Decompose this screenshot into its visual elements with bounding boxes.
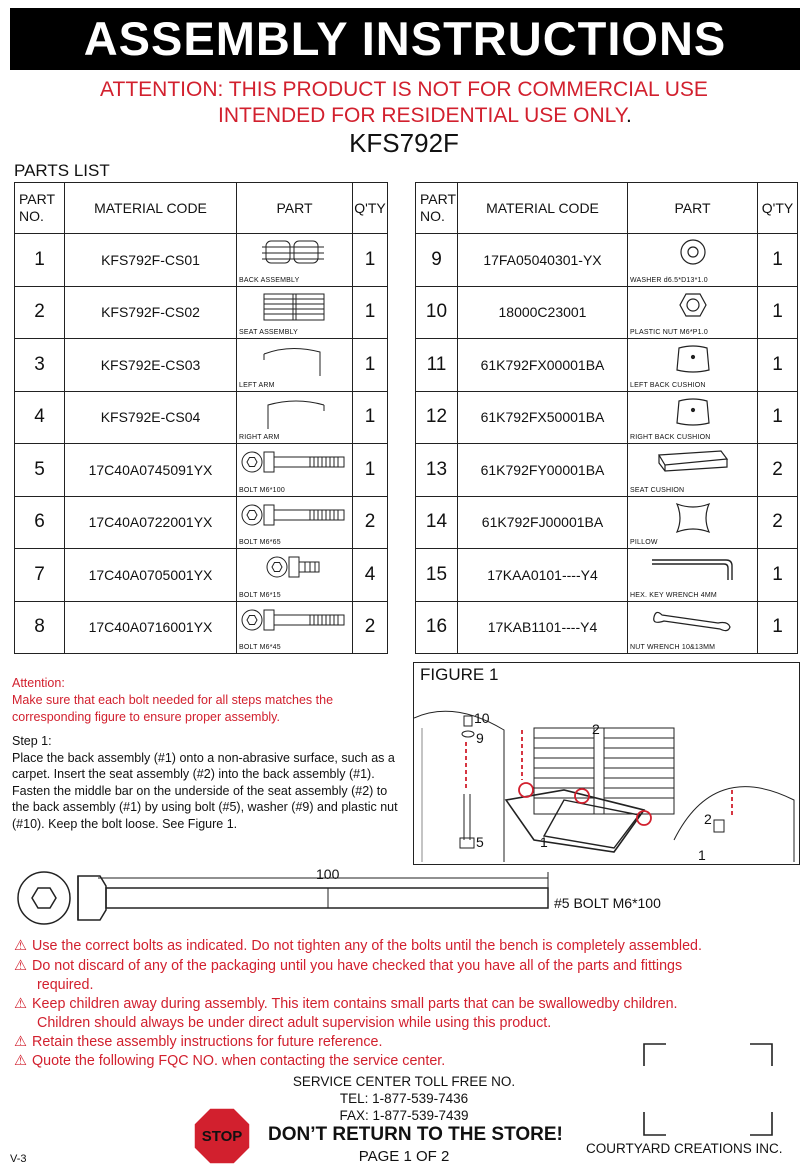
part-cell <box>628 391 758 444</box>
part-number: 2 <box>15 286 65 339</box>
service-tel: TEL: 1-877-539-7436 <box>339 1091 469 1106</box>
parts-table-right <box>415 182 798 654</box>
step-line: carpet. Insert the seat assembly (#2) into the back assembly (#1). <box>12 767 375 781</box>
seat-cushion-icon <box>653 447 733 480</box>
part-qty: 1 <box>758 234 798 287</box>
table-header <box>15 183 388 234</box>
attention-note <box>12 675 402 726</box>
warning-icon: ⚠ <box>14 958 27 974</box>
dont-return-notice: DON’T RETURN TO THE STORE! <box>268 1124 563 1145</box>
header-qty: Q'TY <box>758 183 798 234</box>
company-name: COURTYARD CREATIONS INC. <box>586 1141 783 1156</box>
table-row <box>15 549 388 602</box>
part-qty: 2 <box>353 496 388 549</box>
part-number: 12 <box>416 391 458 444</box>
part-name: NUT WRENCH 10&13MM <box>630 644 716 651</box>
back-assembly-icon <box>260 237 330 276</box>
attention-line2-text: INTENDED FOR RESIDENTIAL USE ONLY <box>218 104 627 127</box>
part-name: HEX. KEY WRENCH 4MM <box>630 591 717 599</box>
part-number: 8 <box>15 601 65 654</box>
part-cell <box>628 444 758 497</box>
part-qty: 1 <box>758 339 798 392</box>
table-row <box>15 444 388 497</box>
model-number: KFS792F <box>349 128 459 158</box>
parts-table-left <box>14 182 388 654</box>
part-number: 16 <box>416 601 458 654</box>
page-number: PAGE 1 OF 2 <box>358 1148 450 1165</box>
material-code: KFS792E-CS03 <box>65 339 237 392</box>
header-part-no: PART NO. <box>15 183 65 234</box>
callout-9: 9 <box>476 730 484 746</box>
detail-callout-1: 1 <box>698 847 706 862</box>
callout-10: 10 <box>474 710 490 726</box>
back-cushion-icon <box>673 395 713 434</box>
part-number: 7 <box>15 549 65 602</box>
step-line: Fasten the middle bar on the underside of the seat assembly (#2) to <box>12 783 388 798</box>
material-code: 61K792FX00001BA <box>458 339 628 392</box>
bolt-icon <box>240 500 350 535</box>
table-row <box>416 496 798 549</box>
attention-banner-line1: ATTENTION: THIS PRODUCT IS NOT FOR COMMERCIAL USE <box>100 78 708 101</box>
part-name: BACK ASSEMBLY <box>239 276 300 284</box>
attention-title: Attention: <box>12 676 65 690</box>
part-name: LEFT BACK CUSHION <box>630 381 706 389</box>
part-qty: 1 <box>353 444 388 497</box>
step-title: Step 1: <box>12 734 52 748</box>
table-row <box>15 286 388 339</box>
part-number: 13 <box>416 444 458 497</box>
table-row <box>416 444 798 497</box>
figure-1-illustration <box>414 690 798 862</box>
table-header <box>416 183 798 234</box>
table-row <box>15 496 388 549</box>
warning-2: ⚠ Do not discard of any of the packaging until you have checked that you have all of the parts and fittings <box>14 958 683 974</box>
material-code: KFS792E-CS04 <box>65 391 237 444</box>
warning-2-cont: required. <box>37 977 94 993</box>
part-cell <box>237 234 353 287</box>
page-title: ASSEMBLY INSTRUCTIONS <box>10 8 800 70</box>
step-line: the back assembly (#1) by using bolt (#5), washer (#9) and plastic nut <box>12 800 398 814</box>
parts-list-label: PARTS LIST <box>14 161 110 180</box>
part-qty: 1 <box>758 286 798 339</box>
part-qty: 1 <box>758 601 798 654</box>
part-cell <box>628 496 758 549</box>
part-name: PLASTIC NUT M6*P1.0 <box>630 329 708 336</box>
hex-key-icon <box>648 552 738 587</box>
material-code: 17C40A0705001YX <box>65 549 237 602</box>
attention-line2: corresponding figure to ensure proper assembly. <box>12 710 280 724</box>
bolt-length: 100 <box>316 866 340 882</box>
attention-line1: Make sure that each bolt needed for all steps matches the <box>12 693 334 707</box>
warning-icon: ⚠ <box>14 1034 27 1050</box>
part-qty: 2 <box>758 496 798 549</box>
nut-icon <box>678 290 708 325</box>
step-line: (#10). Keep the bolt loose. See Figure 1. <box>12 816 238 831</box>
part-cell <box>237 444 353 497</box>
part-number: 14 <box>416 496 458 549</box>
material-code: 17KAA0101----Y4 <box>458 549 628 602</box>
part-name: RIGHT ARM <box>239 434 280 441</box>
header-part-no: PART NO. <box>416 183 458 234</box>
warning-3-cont: Children should always be under direct adult supervision while using this product. <box>37 1015 552 1031</box>
part-qty: 1 <box>758 549 798 602</box>
part-qty: 1 <box>353 339 388 392</box>
part-name: BOLT M6*100 <box>239 486 285 494</box>
warning-icon: ⚠ <box>14 1053 27 1069</box>
warning-1: ⚠ Use the correct bolts as indicated. Do not tighten any of the bolts until the bench is completely assembled. <box>14 938 702 954</box>
part-cell <box>628 339 758 392</box>
material-code: 17C40A0722001YX <box>65 496 237 549</box>
step-1-instructions <box>12 733 408 832</box>
table-row <box>15 339 388 392</box>
version-label: V-3 <box>10 1153 27 1165</box>
material-code: 17C40A0745091YX <box>65 444 237 497</box>
part-name: BOLT M6*65 <box>239 539 281 546</box>
part-cell <box>237 339 353 392</box>
part-number: 3 <box>15 339 65 392</box>
warning-3: ⚠ Keep children away during assembly. This item contains small parts that can be swallowedby children. <box>14 996 678 1012</box>
material-code: KFS792F-CS02 <box>65 286 237 339</box>
callout-2: 2 <box>592 721 600 737</box>
part-cell <box>237 601 353 654</box>
part-number: 5 <box>15 444 65 497</box>
callout-5: 5 <box>476 834 484 850</box>
step-line: Place the back assembly (#1) onto a non-abrasive surface, such as a <box>12 750 395 765</box>
service-fax: FAX: 1-877-539-7439 <box>339 1108 469 1123</box>
part-qty: 2 <box>353 601 388 654</box>
table-row <box>15 391 388 444</box>
part-name: BOLT M6*45 <box>239 644 281 651</box>
part-number: 4 <box>15 391 65 444</box>
service-center <box>0 1073 808 1124</box>
part-cell <box>237 286 353 339</box>
part-name: PILLOW <box>630 539 658 546</box>
bolt-label: #5 BOLT M6*100 <box>554 895 661 911</box>
table-row <box>416 391 798 444</box>
bolt-short-icon <box>265 552 325 587</box>
part-cell <box>237 391 353 444</box>
back-cushion-icon <box>673 342 713 381</box>
part-name: SEAT CUSHION <box>630 486 685 494</box>
nut-wrench-icon <box>648 605 738 640</box>
part-name: SEAT ASSEMBLY <box>239 329 299 336</box>
warning-4: ⚠ Retain these assembly instructions for future reference. <box>14 1034 383 1050</box>
bolt-icon <box>240 447 350 482</box>
part-name: BOLT M6*15 <box>239 591 281 599</box>
warning-icon: ⚠ <box>14 996 27 1012</box>
part-number: 11 <box>416 339 458 392</box>
header-part: PART <box>237 183 353 234</box>
part-name: LEFT ARM <box>239 381 275 389</box>
table-row <box>416 339 798 392</box>
material-code: 61K792FY00001BA <box>458 444 628 497</box>
part-number: 6 <box>15 496 65 549</box>
header-material-code: MATERIAL CODE <box>65 183 237 234</box>
part-name: RIGHT BACK CUSHION <box>630 434 711 441</box>
part-number: 10 <box>416 286 458 339</box>
part-cell <box>628 234 758 287</box>
part-qty: 2 <box>758 444 798 497</box>
part-name: WASHER d6.5*D13*1.0 <box>630 276 708 284</box>
warning-icon: ⚠ <box>14 938 27 954</box>
header-material-code: MATERIAL CODE <box>458 183 628 234</box>
washer-icon <box>678 237 708 272</box>
pillow-icon <box>673 500 713 541</box>
service-title: SERVICE CENTER TOLL FREE NO. <box>292 1074 516 1089</box>
table-row <box>15 601 388 654</box>
part-cell <box>628 286 758 339</box>
part-qty: 1 <box>353 234 388 287</box>
part-cell <box>237 549 353 602</box>
table-row <box>416 601 798 654</box>
part-qty: 1 <box>353 391 388 444</box>
part-number: 9 <box>416 234 458 287</box>
stop-text: STOP <box>201 1128 243 1145</box>
bolt-m6x100-diagram <box>8 862 568 932</box>
part-number: 15 <box>416 549 458 602</box>
header-part: PART <box>628 183 758 234</box>
material-code: 17KAB1101----Y4 <box>458 601 628 654</box>
warning-5: ⚠ Quote the following FQC NO. when contacting the service center. <box>14 1053 446 1069</box>
part-cell <box>237 496 353 549</box>
material-code: 61K792FX50001BA <box>458 391 628 444</box>
material-code: 17FA05040301-YX <box>458 234 628 287</box>
right-arm-icon <box>260 395 330 436</box>
part-qty: 1 <box>353 286 388 339</box>
table-row <box>15 234 388 287</box>
left-arm-icon <box>260 342 330 383</box>
seat-assembly-icon <box>260 290 330 329</box>
detail-callout-2: 2 <box>704 811 712 827</box>
attention-line2-dot: . <box>626 104 632 127</box>
table-row <box>416 234 798 287</box>
part-qty: 4 <box>353 549 388 602</box>
material-code: 18000C23001 <box>458 286 628 339</box>
material-code: 61K792FJ00001BA <box>458 496 628 549</box>
callout-1: 1 <box>540 834 548 850</box>
part-cell <box>628 549 758 602</box>
table-row <box>416 549 798 602</box>
header-qty: Q'TY <box>353 183 388 234</box>
part-cell <box>628 601 758 654</box>
material-code: KFS792F-CS01 <box>65 234 237 287</box>
part-number: 1 <box>15 234 65 287</box>
figure-title: FIGURE 1 <box>420 665 499 684</box>
part-qty: 1 <box>758 391 798 444</box>
table-row <box>416 286 798 339</box>
bolt-icon <box>240 605 350 640</box>
material-code: 17C40A0716001YX <box>65 601 237 654</box>
attention-banner-line2 <box>218 104 632 128</box>
